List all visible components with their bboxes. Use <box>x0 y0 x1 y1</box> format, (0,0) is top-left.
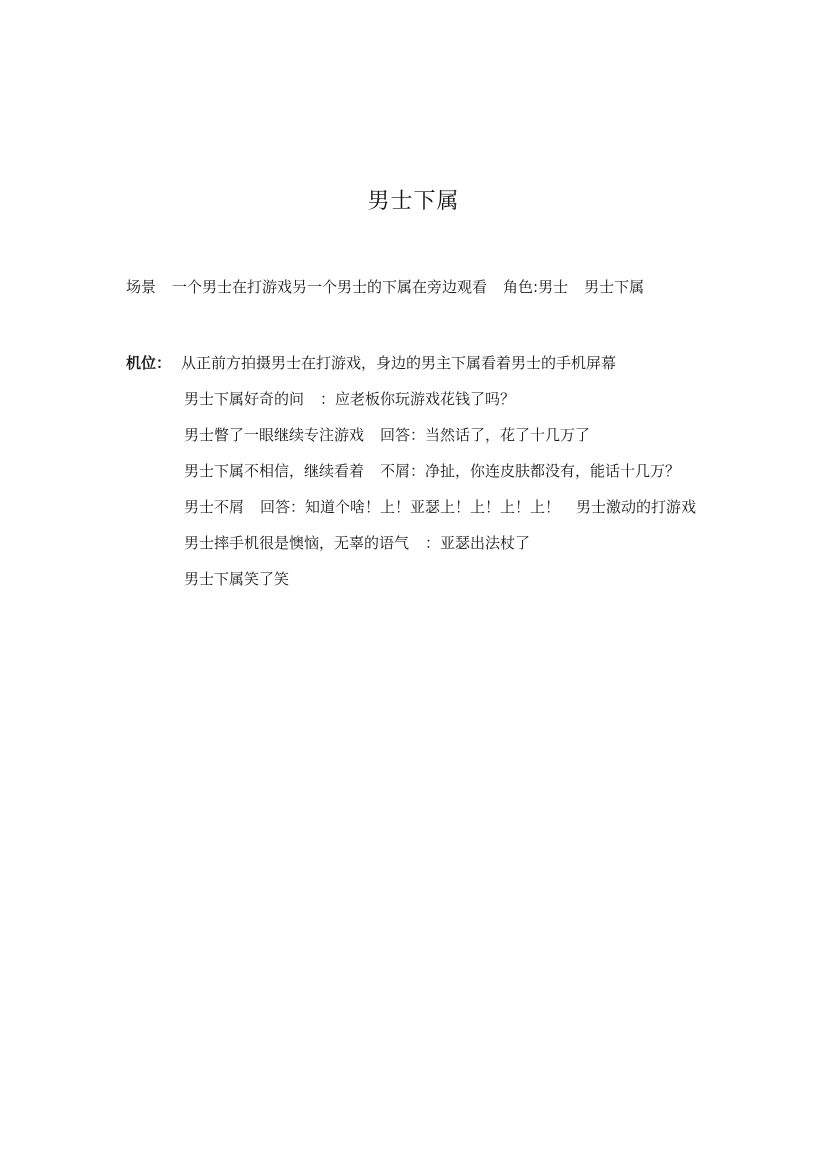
role-man: 男士 <box>538 278 569 296</box>
scene-description: 一个男士在打游戏另一个男士的下属在旁边观看 <box>172 278 488 296</box>
speech-text: 不屑：净扯，你连皮肤都没有，能话十几万？ <box>380 462 681 480</box>
dialogue-line-3 <box>126 460 704 482</box>
script-body <box>126 352 704 604</box>
dialogue-line-2 <box>126 424 704 446</box>
scene-line <box>126 276 716 297</box>
camera-text: 从正前方拍摄男士在打游戏，身边的男主下属看着男士的手机屏幕 <box>181 354 617 372</box>
speech-text: 回答：知道个啥！上！亚瑟上！上！上！上！ <box>260 498 561 516</box>
dialogue-line-4 <box>126 496 704 518</box>
action-text: 男士下属笑了笑 <box>184 570 290 588</box>
role-subordinate: 男士下属 <box>584 278 645 296</box>
dialogue-line-5 <box>126 532 704 554</box>
speech-text: 回答：当然话了，花了十几万了 <box>380 426 591 444</box>
dialogue-line-6 <box>126 568 704 590</box>
page-title: 男士下属 <box>367 189 460 214</box>
action-text: 男士不屑 <box>184 498 245 516</box>
action-text: 男士下属不相信，继续看着 <box>184 462 365 480</box>
speech-text: ：应老板你玩游戏花钱了吗？ <box>320 390 516 408</box>
camera-label: 机位： <box>126 354 172 372</box>
roles-label: 角色: <box>503 278 539 296</box>
camera-paragraph <box>126 352 704 374</box>
action-text: 男士摔手机很是懊恼，无辜的语气 <box>184 534 410 552</box>
action-text: 男士瞥了一眼继续专注游戏 <box>184 426 365 444</box>
speech-text: ：亚瑟出法杖了 <box>425 534 531 552</box>
action-text: 男士激动的打游戏 <box>576 498 697 516</box>
dialogue-line-1 <box>126 388 704 410</box>
scene-label: 场景 <box>126 278 157 296</box>
action-text: 男士下属好奇的问 <box>184 390 305 408</box>
